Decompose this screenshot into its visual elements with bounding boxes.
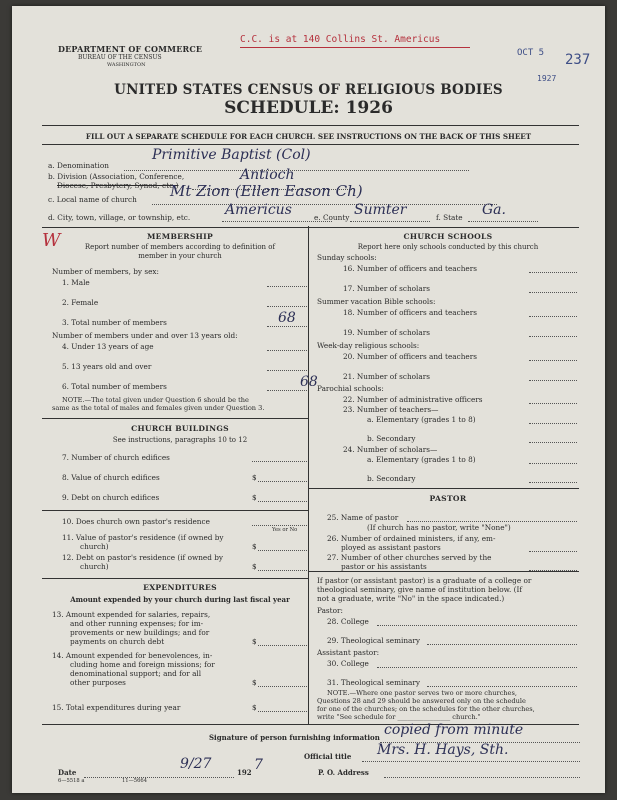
state-line xyxy=(468,221,538,222)
membership-note-1: NOTE.—The total given under Question 6 should be the xyxy=(62,396,249,404)
schools-sub: Report here only schools conducted by this church xyxy=(357,243,539,251)
city-name: WASHINGTON xyxy=(107,62,146,68)
county-value[interactable]: Sumter xyxy=(354,202,407,218)
q3-total-label: 3. Total number of members xyxy=(62,318,167,327)
schedule-title: SCHEDULE: 1926 xyxy=(224,98,393,118)
q10-line[interactable] xyxy=(252,525,307,526)
q13-label-3: provements or new buildings; and for xyxy=(70,628,210,637)
division-label: b. Division (Association, Conference, xyxy=(48,172,185,181)
college-intro-3: not a graduate, write "No" in the space indicated.) xyxy=(317,594,505,603)
q28-line[interactable] xyxy=(377,625,577,626)
q25-label: 25. Name of pastor xyxy=(327,513,399,522)
pastor-divider xyxy=(308,488,579,489)
q4-under13-label: 4. Under 13 years of age xyxy=(62,342,154,351)
residence-divider xyxy=(42,510,308,511)
q14-line[interactable] xyxy=(258,686,307,687)
annotation-underline xyxy=(240,47,470,48)
q3-line xyxy=(267,326,307,327)
pastor-heading: PASTOR xyxy=(429,494,467,503)
signature-label: Signature of person furnishing information xyxy=(209,733,380,742)
pastor-note-1: NOTE.—Where one pastor serves two or more churches, xyxy=(327,689,517,697)
q20-label: 20. Number of officers and teachers xyxy=(343,352,477,361)
official-title-label: Official title xyxy=(304,752,352,761)
county-label: e. County xyxy=(314,213,350,222)
q13-label-2: and other running expenses; for im- xyxy=(70,619,204,628)
q8-dollar: $ xyxy=(252,473,257,482)
q14-dollar: $ xyxy=(252,678,257,687)
q26-label-2: ployed as assistant pastors xyxy=(341,543,441,552)
q15-total-label: 15. Total expenditures during year xyxy=(52,703,181,712)
q18-line[interactable] xyxy=(529,316,577,317)
membership-sub-2: member in your church xyxy=(138,252,222,260)
header-divider-bottom xyxy=(42,144,579,145)
date-value[interactable]: 9/27 xyxy=(180,756,212,772)
q6-total-value[interactable]: 68 xyxy=(300,374,318,390)
official-title-value[interactable]: Mrs. H. Hays, Sth. xyxy=(377,742,509,758)
by-sex-label: Number of members, by sex: xyxy=(52,267,159,276)
q31-label: 31. Theological seminary xyxy=(327,678,420,687)
sunday-label: Sunday schools: xyxy=(317,253,377,262)
q25-line[interactable] xyxy=(407,521,577,522)
q29-line[interactable] xyxy=(427,644,577,645)
pastor-note-2: Questions 28 and 29 should be answered only on the schedule xyxy=(317,697,526,705)
q1-line[interactable] xyxy=(267,286,307,287)
q6-line xyxy=(267,390,307,391)
date-year-value[interactable]: 7 xyxy=(254,757,263,773)
q23a-line[interactable] xyxy=(529,423,577,424)
q2-line[interactable] xyxy=(267,306,307,307)
margin-mark: W xyxy=(42,230,61,251)
q14-label-2: cluding home and foreign missions; for xyxy=(70,660,215,669)
signature-value[interactable]: copied from minute xyxy=(384,722,524,738)
weekday-label: Week-day religious schools: xyxy=(317,341,420,350)
q10-residence-label: 10. Does church own pastor's residence xyxy=(62,517,210,526)
college-intro-1: If pastor (or assistant pastor) is a graduate of a college or xyxy=(317,576,532,585)
q26-line[interactable] xyxy=(529,551,577,552)
denomination-line xyxy=(124,170,469,171)
form-code: 6—5518 a xyxy=(58,778,85,784)
q7-line[interactable] xyxy=(252,461,307,462)
yes-no-hint: Yes or No xyxy=(272,527,298,533)
q9-debt-label: 9. Debt on church edifices xyxy=(62,493,160,502)
pastor-sub-label: Pastor: xyxy=(317,606,343,615)
q21-line[interactable] xyxy=(529,380,577,381)
local-name-label: c. Local name of church xyxy=(48,195,137,204)
schools-heading: CHURCH SCHOOLS xyxy=(403,232,493,241)
q14-label-1: 14. Amount expended for benevolences, in- xyxy=(52,651,213,660)
denomination-label: a. Denomination xyxy=(48,161,109,170)
date-line xyxy=(84,777,234,778)
q13-line[interactable] xyxy=(258,645,307,646)
buildings-heading: CHURCH BUILDINGS xyxy=(131,424,229,433)
college-intro-2: theological seminary, give name of institution below. (If xyxy=(317,585,523,594)
left-column xyxy=(52,226,318,726)
q1-male-label: 1. Male xyxy=(62,278,90,287)
q21-label: 21. Number of scholars xyxy=(343,372,430,381)
q19-label: 19. Number of scholars xyxy=(343,328,430,337)
q15-line[interactable] xyxy=(258,711,307,712)
q14-label-4: other purposes xyxy=(70,678,126,687)
local-name-line xyxy=(152,204,497,205)
summer-label: Summer vacation Bible schools: xyxy=(317,297,436,306)
fill-instruction: FILL OUT A SEPARATE SCHEDULE FOR EACH CHURCH. SEE INSTRUCTIONS ON THE BACK OF THIS SHEET xyxy=(85,132,532,141)
denomination-value[interactable]: Primitive Baptist (Col) xyxy=(152,147,311,163)
q4-line[interactable] xyxy=(267,350,307,351)
q12-line[interactable] xyxy=(258,570,307,571)
city-value[interactable]: Americus xyxy=(225,202,292,218)
q30-line[interactable] xyxy=(377,667,577,668)
q17-line[interactable] xyxy=(529,292,577,293)
q27-label-1: 27. Number of other churches served by the xyxy=(327,553,492,562)
q7-edifices-label: 7. Number of church edifices xyxy=(62,453,170,462)
pastor-note-3: for one of the churches; on the schedules for the other churches, xyxy=(317,705,535,713)
q12-label-2: church) xyxy=(80,562,109,571)
q18-label: 18. Number of officers and teachers xyxy=(343,308,477,317)
county-line xyxy=(350,221,430,222)
department-name: DEPARTMENT OF COMMERCE xyxy=(58,44,203,54)
census-schedule-sheet xyxy=(12,6,605,793)
q6-total-label: 6. Total number of members xyxy=(62,382,167,391)
q24b-label: b. Secondary xyxy=(367,474,416,483)
bureau-name: BUREAU OF THE CENSUS xyxy=(78,54,162,61)
assistant-sub-label: Assistant pastor: xyxy=(317,648,380,657)
q9-line[interactable] xyxy=(258,501,307,502)
official-title-line xyxy=(362,761,580,762)
q31-line[interactable] xyxy=(427,686,577,687)
q11-label-2: church) xyxy=(80,542,109,551)
q26-label-1: 26. Number of ordained ministers, if any, em- xyxy=(327,534,496,543)
q8-line[interactable] xyxy=(258,481,307,482)
q14-label-3: denominational support; and for all xyxy=(70,669,202,678)
q24a-line[interactable] xyxy=(529,463,577,464)
q13-dollar: $ xyxy=(252,637,257,646)
q22-line[interactable] xyxy=(529,403,577,404)
po-address-label: P. O. Address xyxy=(318,768,369,777)
red-annotation: C.C. is at 140 Collins St. Americus xyxy=(240,34,441,45)
q11-line[interactable] xyxy=(258,550,307,551)
expenditures-divider xyxy=(42,578,308,579)
po-address-line[interactable] xyxy=(384,777,580,778)
q20-line[interactable] xyxy=(529,360,577,361)
state-value[interactable]: Ga. xyxy=(482,202,506,218)
q22-label: 22. Number of administrative officers xyxy=(343,395,483,404)
q23b-line[interactable] xyxy=(529,442,577,443)
header-divider-top xyxy=(42,125,579,126)
print-code: 11—5664 xyxy=(122,778,147,784)
city-label: d. City, town, village, or township, etc. xyxy=(48,213,191,222)
q23a-label: a. Elementary (grades 1 to 8) xyxy=(367,415,476,424)
q23-label: 23. Number of teachers— xyxy=(343,405,439,414)
q17-label: 17. Number of scholars xyxy=(343,284,430,293)
q12-dollar: $ xyxy=(252,562,257,571)
q30-label: 30. College xyxy=(327,659,369,668)
membership-note-2: same as the total of males and females given under Question 3. xyxy=(52,404,265,412)
buildings-divider xyxy=(42,418,308,419)
received-stamp-date: OCT 5 xyxy=(517,48,545,58)
age-label: Number of members under and over 13 years old: xyxy=(52,331,238,340)
q3-total-value[interactable]: 68 xyxy=(278,310,296,326)
college-divider xyxy=(308,571,579,572)
received-stamp-year: 1927 xyxy=(537,74,557,83)
right-column xyxy=(317,226,579,726)
date-year-prefix: 192 xyxy=(237,768,252,777)
state-label: f. State xyxy=(436,213,463,222)
q25-note: (If church has no pastor, write "None") xyxy=(367,523,511,532)
q2-female-label: 2. Female xyxy=(62,298,99,307)
parochial-label: Parochial schools: xyxy=(317,384,384,393)
q15-dollar: $ xyxy=(252,703,257,712)
q11-label-1: 11. Value of pastor's residence (if owned by xyxy=(62,533,224,542)
q28-label: 28. College xyxy=(327,617,369,626)
q27-label-2: pastor or his assistants xyxy=(341,562,427,571)
division-label-2: Diocese, Presbytery, Synod, etc.) xyxy=(57,181,179,190)
q24b-line[interactable] xyxy=(529,482,577,483)
division-value[interactable]: Antioch xyxy=(240,167,295,183)
q9-dollar: $ xyxy=(252,493,257,502)
column-divider xyxy=(308,226,309,724)
schedule-number: 237 xyxy=(565,52,591,68)
q19-line[interactable] xyxy=(529,336,577,337)
q12-label-1: 12. Debt on pastor's residence (if owned by xyxy=(62,553,224,562)
date-label: Date xyxy=(58,768,77,777)
q24a-label: a. Elementary (grades 1 to 8) xyxy=(367,455,476,464)
q29-label: 29. Theological seminary xyxy=(327,636,420,645)
membership-sub-1: Report number of members according to definition of xyxy=(84,243,276,251)
q16-label: 16. Number of officers and teachers xyxy=(343,264,477,273)
q23b-label: b. Secondary xyxy=(367,434,416,443)
expenditures-sub: Amount expended by your church during last fiscal year xyxy=(70,595,290,604)
q11-dollar: $ xyxy=(252,542,257,551)
buildings-sub: See instructions, paragraphs 10 to 12 xyxy=(112,436,248,444)
q8-value-label: 8. Value of church edifices xyxy=(62,473,160,482)
expenditures-heading: EXPENDITURES xyxy=(143,583,217,592)
q5-line[interactable] xyxy=(267,370,307,371)
q5-over13-label: 5. 13 years old and over xyxy=(62,362,152,371)
q24-label: 24. Number of scholars— xyxy=(343,445,438,454)
q16-line[interactable] xyxy=(529,272,577,273)
pastor-note-4: write "See schedule for ________________ church." xyxy=(317,713,481,721)
q13-label-1: 13. Amount expended for salaries, repairs, xyxy=(52,610,211,619)
membership-heading: MEMBERSHIP xyxy=(146,232,214,241)
form-title: UNITED STATES CENSUS OF RELIGIOUS BODIES xyxy=(114,82,503,98)
q13-label-4: payments on church debt xyxy=(70,637,165,646)
local-name-value[interactable]: Mt Zion (Ellen Eason Ch) xyxy=(170,182,363,200)
